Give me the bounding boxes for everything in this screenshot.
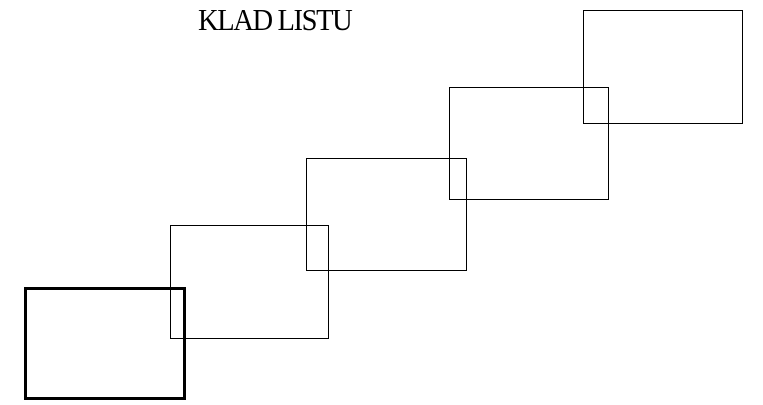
sheet-rectangle-2 <box>449 87 609 200</box>
sheet-rectangle-4 <box>170 225 329 339</box>
sheet-rectangle-highlighted <box>24 287 186 400</box>
sheet-rectangle-3 <box>306 158 467 271</box>
diagram-title: KLAD LISTU <box>198 2 352 37</box>
